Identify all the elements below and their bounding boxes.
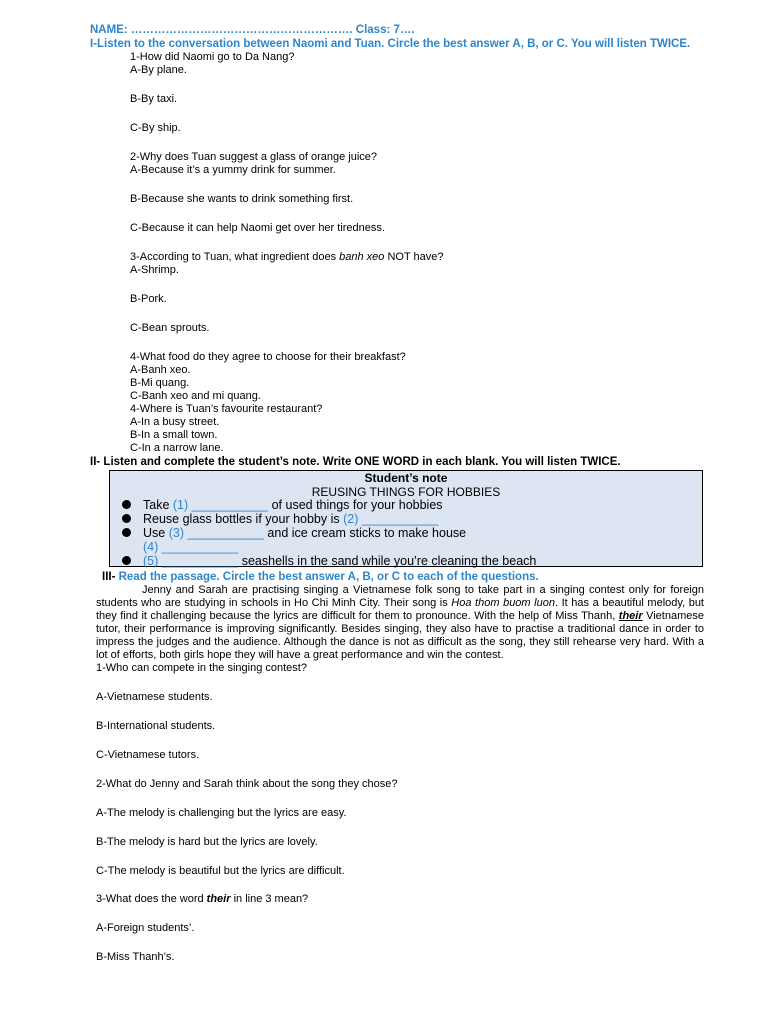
note-item-1 [122, 498, 443, 512]
s1-q3-text-pre: 3-According to Tuan, what ingredient does [130, 251, 340, 263]
passage-part-3: Vietnamese tutor, their performance is improving significantly. Besides singing, they also have to practise a traditional dance in order to impress the judges and the audience. Although the dance is not as difficult as the song, they still rehearse very hard. With a lot of efforts, both girls hope they will have a great performance and win the contest. [96, 610, 704, 661]
s3-q3-option-b: B-Miss Thanh’s. [96, 951, 175, 963]
highlighted-word-their: their [618, 610, 643, 622]
s1-q2-option-b: B-Because she wants to drink something first. [130, 193, 354, 205]
s1-q2-option-a: A-Because it’s a yummy drink for summer. [130, 164, 336, 176]
s1-q1-option-a: A-By plane. [130, 64, 187, 76]
s3-question-3 [96, 893, 308, 906]
student-note-box [109, 470, 703, 567]
s3-question-1: 1-Who can compete in the singing contest? [96, 662, 307, 674]
section3-title: Read the passage. Circle the best answer A, B, or C to each of the questions. [118, 571, 539, 583]
note-item-2 [122, 512, 438, 526]
s1-question-2: 2-Why does Tuan suggest a glass of orange juice? [130, 151, 378, 163]
s3-q2-option-a: A-The melody is challenging but the lyrics are easy. [96, 807, 347, 819]
s1-q2-option-c: C-Because it can help Naomi get over her tiredness. [130, 222, 385, 234]
blank-3[interactable]: (3) ___________ [168, 526, 264, 540]
s1-q4-option-c: C-Banh xeo and mi quang. [130, 390, 261, 402]
bullet-icon [122, 556, 131, 565]
passage-part-2: . It has a beautiful melody, but they find it challenging because the lyrics are difficult for them to pronounce. With the help of Miss Thanh, [96, 597, 704, 622]
reading-passage [96, 584, 704, 662]
section1-instruction: I-Listen to the conversation between Naomi and Tuan. Circle the best answer A, B, or C. You will listen TWICE. [90, 38, 691, 50]
note-item-3-pre: Use [143, 526, 169, 540]
s1-q3-dish-name: banh xeo [339, 251, 385, 263]
section3-instruction [102, 571, 539, 584]
note-item-4 [122, 540, 238, 554]
note-item-5 [122, 554, 536, 568]
bullet-icon [122, 500, 131, 509]
s3-q1-option-b: B-International students. [96, 720, 216, 732]
blank-5[interactable]: (5) ___________ [143, 554, 239, 568]
note-item-1-pre: Take [143, 498, 173, 512]
s1-q5-option-a: A-In a busy street. [130, 416, 220, 428]
note-item-3-post: and ice cream sticks to make house [263, 526, 467, 540]
s3-question-2: 2-What do Jenny and Sarah think about the song they chose? [96, 778, 398, 790]
name-class-line: NAME: …………………………………………………. Class: 7…. [90, 24, 415, 36]
note-item-1-post: of used things for your hobbies [268, 498, 443, 512]
section2-prefix: II- [90, 456, 104, 468]
s3-q3-text-pre: 3-What does the word [96, 893, 207, 905]
blank-1[interactable]: (1) ___________ [172, 498, 269, 512]
s3-q1-option-c: C-Vietnamese tutors. [96, 749, 200, 761]
s1-question-5: 4-Where is Tuan’s favourite restaurant? [130, 403, 323, 415]
s1-q3-option-b: B-Pork. [130, 293, 167, 305]
s1-q1-option-c: C-By ship. [130, 122, 181, 134]
note-item-3 [122, 526, 466, 540]
note-subtitle: REUSING THINGS FOR HOBBIES [311, 485, 501, 499]
blank-4[interactable]: (4) ___________ [143, 540, 239, 554]
note-item-5-post: seashells in the sand while you’re cleaning the beach [238, 554, 537, 568]
bullet-icon [122, 514, 131, 523]
s1-q5-option-b: B-In a small town. [130, 429, 218, 441]
s1-question-3 [130, 251, 444, 264]
section3-prefix: III- [102, 571, 119, 583]
blank-2[interactable]: (2) ___________ [343, 512, 439, 526]
s1-question-1: 1-How did Naomi go to Da Nang? [130, 51, 295, 63]
s3-q3-text-post: in line 3 mean? [230, 893, 309, 905]
note-item-2-pre: Reuse glass bottles if your hobby is [143, 512, 344, 526]
bullet-icon [122, 528, 131, 537]
section2-instruction [90, 456, 621, 469]
s3-q1-option-a: A-Vietnamese students. [96, 691, 213, 703]
passage-part-1: Jenny and Sarah are practising singing a Vietnamese folk song to take part in a singing contest only for foreign students who are studying in schools in Ho Chi Minh City. Their song is [96, 584, 704, 609]
s1-q5-option-c: C-In a narrow lane. [130, 442, 224, 454]
s3-q3-word: their [206, 893, 231, 905]
s1-q4-option-b: B-Mi quang. [130, 377, 190, 389]
s1-q3-text-post: NOT have? [384, 251, 444, 263]
s3-q2-option-b: B-The melody is hard but the lyrics are lovely. [96, 836, 318, 848]
section2-title: Listen and complete the student’s note. Write ONE WORD in each blank. You will listen TWICE. [103, 456, 621, 468]
s3-q3-option-a: A-Foreign students’. [96, 922, 195, 934]
s1-q4-option-a: A-Banh xeo. [130, 364, 191, 376]
song-title: Hoa thom buom luon [451, 597, 555, 609]
s3-q2-option-c: C-The melody is beautiful but the lyrics are difficult. [96, 865, 345, 877]
note-title: Student’s note [364, 471, 448, 485]
s1-q1-option-b: B-By taxi. [130, 93, 178, 105]
s1-q3-option-c: C-Bean sprouts. [130, 322, 210, 334]
s1-question-4: 4-What food do they agree to choose for their breakfast? [130, 351, 406, 363]
s1-q3-option-a: A-Shrimp. [130, 264, 179, 276]
